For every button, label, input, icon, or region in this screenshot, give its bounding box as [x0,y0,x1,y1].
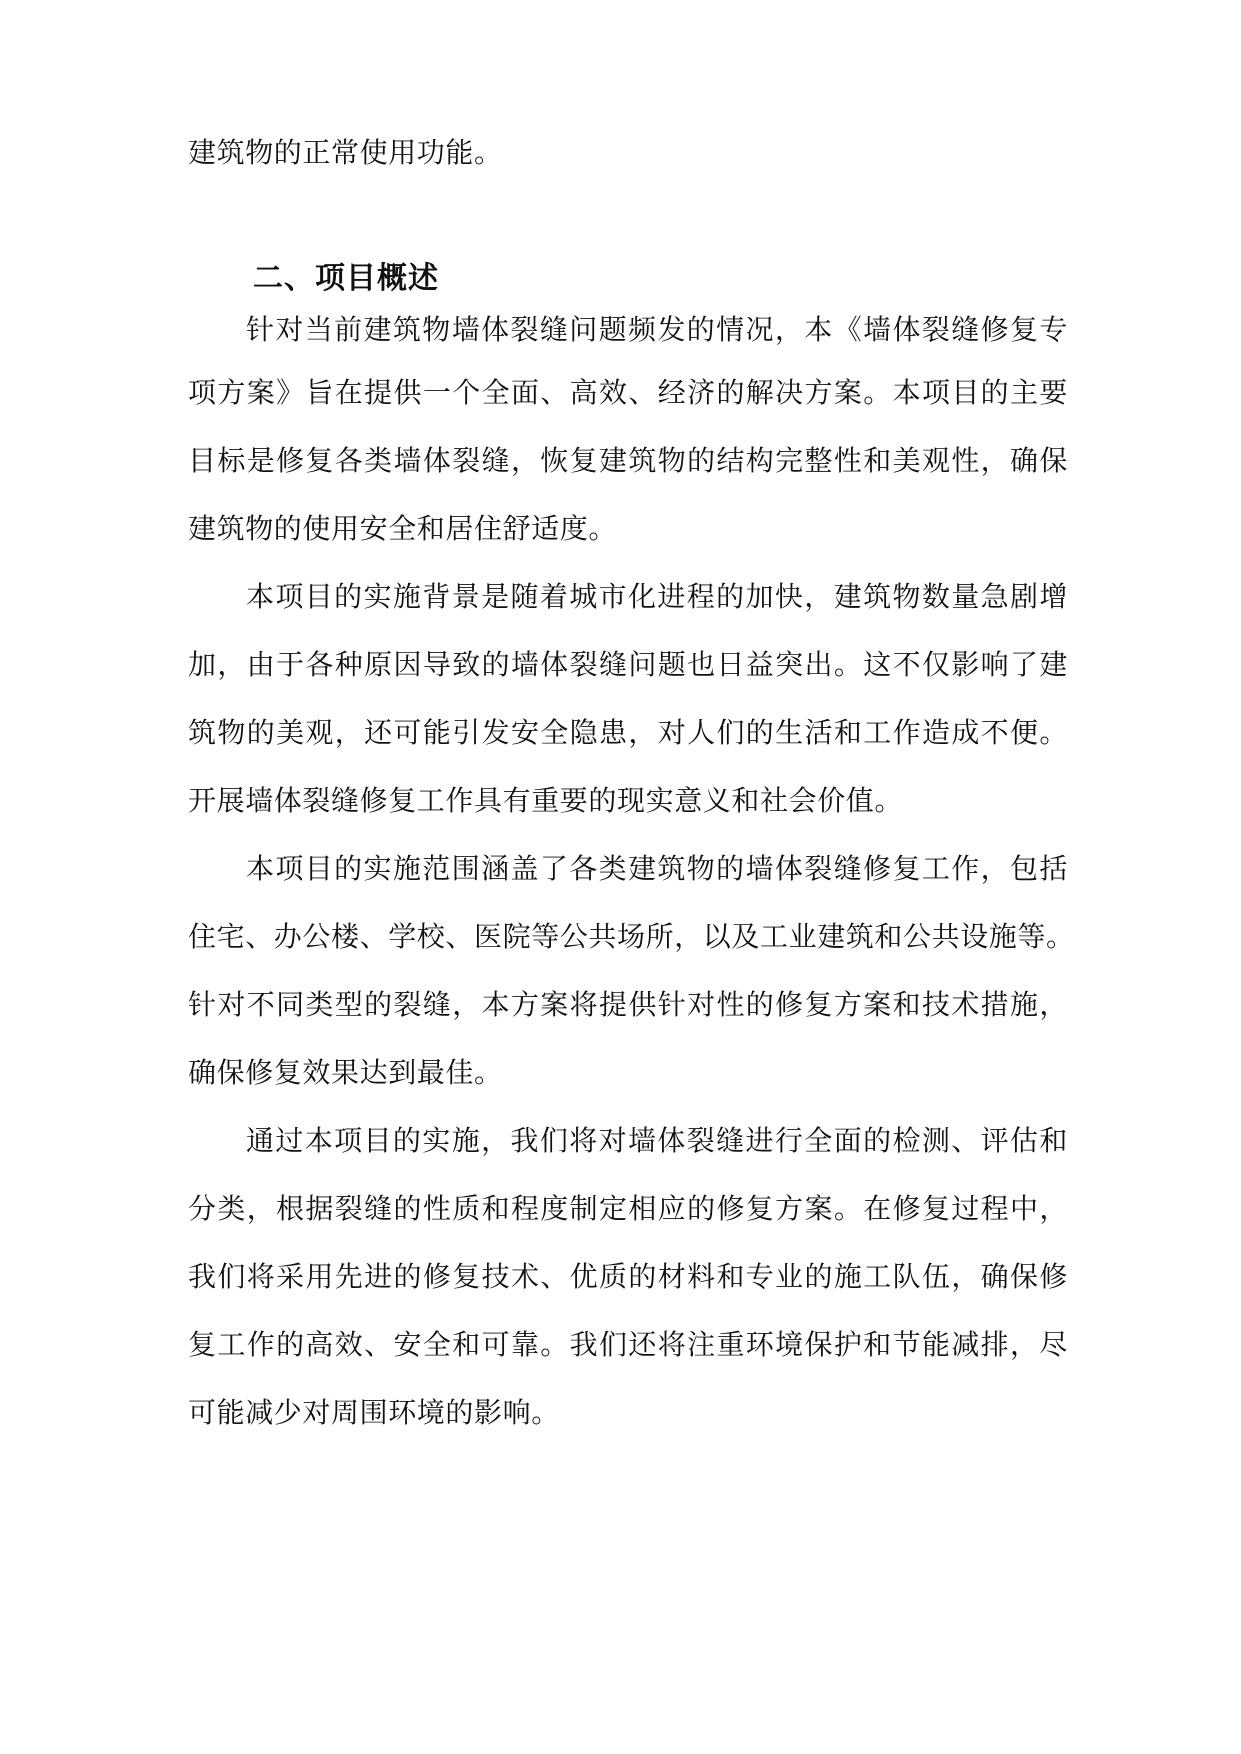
paragraph-1-line-1: 针对当前建筑物墙体裂缝问题频发的情况，本《墙体裂缝修复专 [246,313,1068,346]
paragraph-4-line-5: 可能减少对周围环境的影响。 [188,1396,560,1429]
paragraph-1-line-3: 目标是修复各类墙体裂缝，恢复建筑物的结构完整性和美观性，确保 [188,444,1068,477]
paragraph-3-line-4: 确保修复效果达到最佳。 [188,1056,503,1089]
paragraph-1-line-2: 项方案》旨在提供一个全面、高效、经济的解决方案。本项目的主要 [188,376,1068,409]
paragraph-2-line-1: 本项目的实施背景是随着城市化进程的加快，建筑物数量急剧增 [246,580,1068,613]
paragraph-4-line-3: 我们将采用先进的修复技术、优质的材料和专业的施工队伍，确保修 [188,1260,1068,1293]
paragraph-3-line-2: 住宅、办公楼、学校、医院等公共场所，以及工业建筑和公共设施等。 [188,920,1075,953]
paragraph-2-line-3: 筑物的美观，还可能引发安全隐患，对人们的生活和工作造成不便。 [188,716,1068,749]
paragraph-4-line-2: 分类，根据裂缝的性质和程度制定相应的修复方案。在修复过程中， [188,1192,1068,1225]
paragraph-2-line-2: 加，由于各种原因导致的墙体裂缝问题也日益突出。这不仅影响了建 [188,648,1068,681]
paragraph-2-line-4: 开展墙体裂缝修复工作具有重要的现实意义和社会价值。 [188,784,904,817]
continuation-line: 建筑物的正常使用功能。 [188,136,503,169]
paragraph-4-line-4: 复工作的高效、安全和可靠。我们还将注重环境保护和节能减排，尽 [188,1328,1068,1361]
section-heading: 二、项目概述 [253,261,439,296]
paragraph-1-line-4: 建筑物的使用安全和居住舒适度。 [188,512,618,545]
paragraph-3-line-1: 本项目的实施范围涵盖了各类建筑物的墙体裂缝修复工作，包括 [246,852,1068,885]
paragraph-4-line-1: 通过本项目的实施，我们将对墙体裂缝进行全面的检测、评估和 [246,1124,1068,1157]
paragraph-3-line-3: 针对不同类型的裂缝，本方案将提供针对性的修复方案和技术措施， [188,988,1068,1021]
